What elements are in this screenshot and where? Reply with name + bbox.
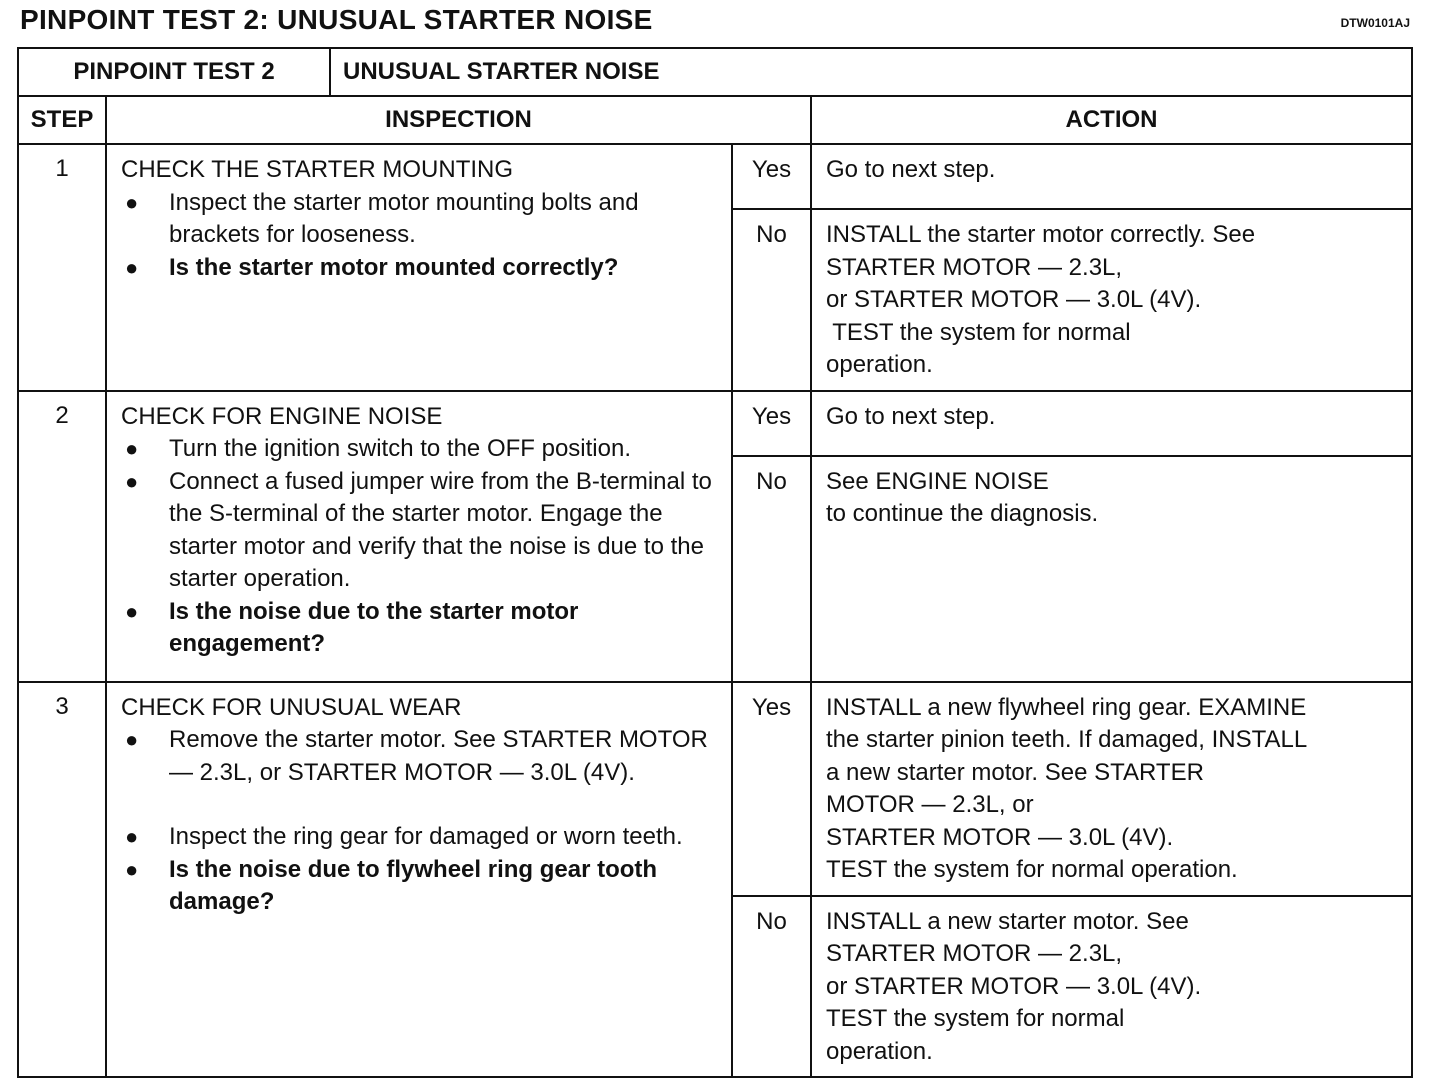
bullet-icon: ● [125,436,139,461]
pinpoint-test-table [17,47,1413,1078]
step-row [18,144,1412,209]
no-answer: No [732,896,811,1078]
inspection-cell [106,391,732,682]
bullet-icon: ● [125,254,139,280]
step-row [18,682,1412,896]
bullet-icon: ● [125,468,139,494]
no-action: INSTALL a new starter motor. See STARTER MOTOR — 2.3L, or STARTER MOTOR — 3.0L (4V). TEST the system for normal operation. [811,896,1412,1078]
inspection-bullets [121,187,717,285]
test-header-row [18,48,1412,96]
inspection-heading: CHECK FOR UNUSUAL WEAR [121,693,462,721]
bullet-icon: ● [125,598,139,624]
inspection-heading: CHECK FOR ENGINE NOISE [121,402,443,430]
inspection-bullets [121,724,717,919]
test-name-cell: UNUSUAL STARTER NOISE [330,48,1412,96]
inspection-heading: CHECK THE STARTER MOUNTING [121,156,514,183]
yes-answer: Yes [732,391,811,456]
inspection-bullet: ● Inspect the ring gear for damaged or worn teeth. [121,821,717,854]
bullet-icon: ● [125,824,139,849]
yes-action: Go to next step. [811,144,1412,209]
action-column-header: ACTION [811,96,1412,144]
yes-action: INSTALL a new flywheel ring gear. EXAMINE the starter pinion teeth. If damaged, INSTALL a new starter motor. See STARTER MOTOR — 2.3L, or STARTER MOTOR — 3.0L (4V). TEST the system for normal operation. [811,682,1412,896]
step-column-header: STEP [18,96,106,144]
step-number: 1 [18,144,106,391]
inspection-question: ● Is the noise due to the starter motor engagement? [125,597,579,657]
yes-answer: Yes [732,682,811,896]
step-number: 2 [18,391,106,682]
inspection-bullet: ● Remove the starter motor. See STARTER MOTOR — 2.3L, or STARTER MOTOR — 3.0L (4V). [125,726,708,786]
test-label-cell: PINPOINT TEST 2 [18,48,330,96]
no-action: INSTALL the starter motor correctly. See STARTER MOTOR — 2.3L, or STARTER MOTOR — 3.0L (4V). TEST the system for normal operation. [811,209,1412,391]
no-answer: No [732,456,811,682]
step-row [18,391,1412,456]
no-answer: No [732,209,811,391]
inspection-bullet: ● Inspect the starter motor mounting bolts and brackets for looseness. [125,188,639,248]
inspection-column-header: INSPECTION [106,96,811,144]
inspection-bullet: ● Connect a fused jumper wire from the B-terminal to the S-terminal of the starter motor. Engage the starter motor and verify that the noise is due to the starter operation. [125,467,712,592]
step-number: 3 [18,682,106,1078]
bullet-icon: ● [125,189,139,215]
inspection-question: ● Is the noise due to flywheel ring gear tooth damage? [125,855,658,915]
bullet-icon: ● [125,727,139,752]
page-title: PINPOINT TEST 2: UNUSUAL STARTER NOISE [20,4,653,35]
inspection-bullet: ● Turn the ignition switch to the OFF position. [121,433,717,466]
inspection-bullets [121,433,717,661]
document-code: DTW0101AJ [1340,16,1410,30]
inspection-cell [106,144,732,391]
no-action: See ENGINE NOISE to continue the diagnosis. [811,456,1412,682]
yes-action: Go to next step. [811,391,1412,456]
yes-answer: Yes [732,144,811,209]
inspection-cell [106,682,732,1078]
bullet-icon: ● [125,856,139,882]
inspection-question: ● Is the starter motor mounted correctly? [121,252,717,285]
column-header-row [18,96,1412,144]
